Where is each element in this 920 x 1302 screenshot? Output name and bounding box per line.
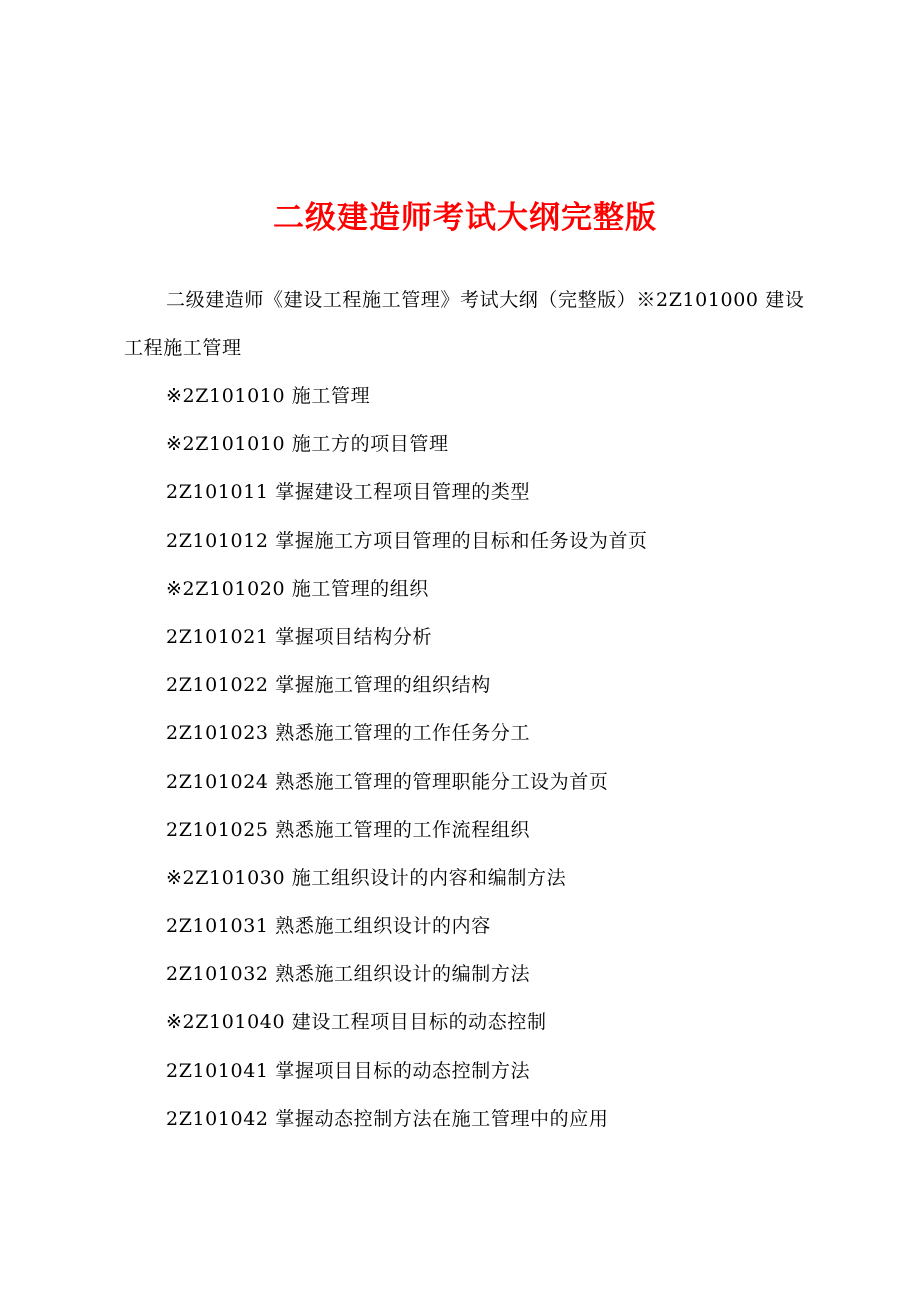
outline-line: ※2Z101040 建设工程项目目标的动态控制 [166,1011,547,1034]
outline-line: 2Z101031 熟悉施工组织设计的内容 [166,915,491,938]
outline-line: 2Z101024 熟悉施工管理的管理职能分工设为首页 [166,770,609,793]
outline-line: 2Z101041 掌握项目目标的动态控制方法 [166,1059,531,1082]
outline-line: ※2Z101010 施工管理 [166,385,371,407]
outline-line: 2Z101025 熟悉施工管理的工作流程组织 [166,818,531,841]
outline-line: ※2Z101030 施工组织设计的内容和编制方法 [166,866,567,889]
outline-line: 2Z101022 掌握施工管理的组织结构 [166,674,491,697]
intro-paragraph: 二级建造师《建设工程施工管理》考试大纲（完整版）※2Z101000 建设工程施工管理 [124,289,805,359]
outline-line: 2Z101023 熟悉施工管理的工作任务分工 [166,722,531,745]
outline-line: ※2Z101010 施工方的项目管理 [166,433,449,456]
outline-line: 2Z101021 掌握项目结构分析 [166,625,433,648]
outline-line: 2Z101042 掌握动态控制方法在施工管理中的应用 [166,1107,609,1130]
outline-line: 2Z101032 熟悉施工组织设计的编制方法 [166,963,531,986]
outline-list [166,372,816,1143]
outline-line: 2Z101012 掌握施工方项目管理的目标和任务设为首页 [166,529,648,552]
outline-line: ※2Z101020 施工管理的组织 [166,577,429,600]
document-title: 二级建造师考试大纲完整版 [273,200,657,236]
outline-line: 2Z101011 掌握建设工程项目管理的类型 [166,481,531,504]
